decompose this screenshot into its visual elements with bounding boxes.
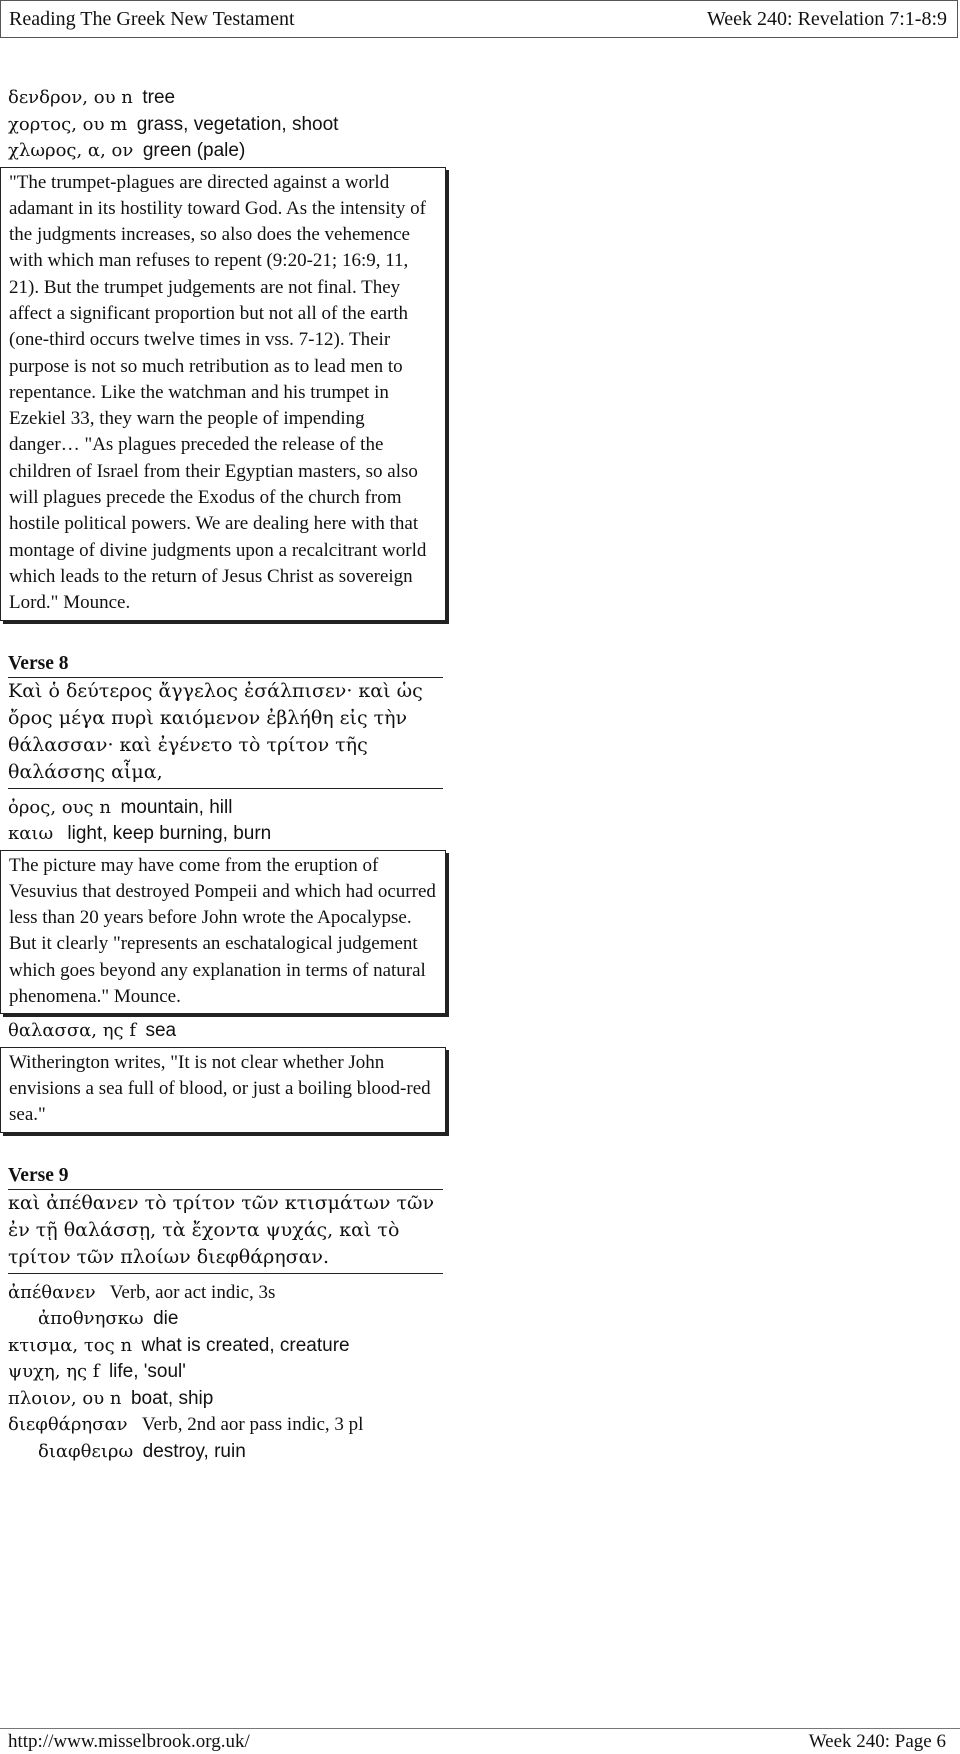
vocab-entry [8,1412,448,1439]
parsing: Verb, aor act indic, 3s [109,1281,276,1303]
greek-word: θαλασσα, ης f [8,1020,136,1042]
greek-word: κτισμα, τος n [8,1334,133,1356]
gloss: mountain, hill [120,796,233,818]
vocab-entry [8,821,448,848]
verse-8-text: Καὶ ὁ δεύτερος ἄγγελος ἐσάλπισεν· καὶ ὡς ὄρος μέγα πυρὶ καιόμενον ἐβλήθη εἰς τὴν θάλασσαν· καὶ ἐγένετο τὸ τρίτον τῆς θαλάσσης αἷμα, [8,678,443,789]
vocab-list [8,795,448,848]
page-footer [0,1728,960,1754]
vocab-entry [8,1439,448,1466]
commentary-note-witherington: Witherington writes, "It is not clear whether John envisions a sea full of blood, or just a boiling blood-red sea." [0,1047,446,1133]
vocab-list [8,1280,448,1466]
parsing: Verb, 2nd aor pass indic, 3 pl [141,1414,364,1436]
vocab-entry [8,112,448,139]
greek-word: ἀποθνησκω [38,1308,144,1330]
greek-word: ἀπέθανεν [8,1281,96,1303]
footer-page-number: Week 240: Page 6 [808,1730,946,1752]
greek-word: διαφθειρω [38,1440,134,1462]
vocab-entry [8,1359,448,1386]
vocab-entry [8,1018,448,1045]
verse-9-heading: Verse 9 [8,1163,443,1190]
vocab-list [8,1018,448,1045]
vocab-entry [8,1306,448,1333]
verse-8-heading: Verse 8 [8,651,443,678]
greek-word: ὀρος, ους n [8,796,111,818]
vocab-entry [8,1386,448,1413]
greek-word: χορτος, ου m [8,113,128,135]
vocab-entry [8,795,448,822]
gloss: what is created, creature [141,1334,350,1356]
vocab-entry [8,85,448,112]
greek-word: χλωρος, α, ον [8,140,134,161]
gloss: life, 'soul' [108,1361,186,1383]
greek-word: δενδρον, ου n [8,87,133,108]
vocab-list [8,85,448,165]
gloss: grass, vegetation, shoot [136,113,339,135]
vocab-entry [8,1280,448,1307]
greek-word: ψυχη, ης f [8,1361,100,1383]
gloss: die [153,1308,179,1330]
gloss: boat, ship [130,1387,214,1409]
footer-url-link[interactable]: http://www.misselbrook.org.uk/ [8,1730,250,1752]
greek-word: καιω [8,823,54,845]
page-content [8,85,448,1465]
greek-word: πλοιον, ου n [8,1387,122,1409]
header-week-reference: Week 240: Revelation 7:1-8:9 [707,7,947,30]
verse-9-text: καὶ ἀπέθανεν τὸ τρίτον τῶν κτισμάτων τῶν ἐν τῇ θαλάσσῃ, τὰ ἔχοντα ψυχάς, καὶ τὸ τρίτον τῶν πλοίων διεφθάρησαν. [8,1190,443,1274]
gloss: light, keep burning, burn [67,823,272,845]
gloss: sea [145,1020,177,1042]
vocab-entry [8,1333,448,1360]
gloss: tree [142,87,176,108]
commentary-note-trumpet-plagues: "The trumpet-plagues are directed against a world adamant in its hostility toward God. As the intensity of the judgments increases, so also does the vehemence with which man refuses to repent (9:20-21; 16:9, 11, 21). But the trumpet judgements are not final. They affect a significant proportion but not all of the earth (one-third occurs twelve times in vss. 7-12). Their purpose is not so much retribution as to lead men to repentance. Like the watchman and his trumpet in Ezekiel 33, they warn the people of impending danger… "As plagues preceded the release of the children of Israel from their Egyptian masters, so also will plagues precede the Exodus of the church from hostile political powers. We are dealing here with that montage of divine judgments upon a recalcitrant world which leads to the return of Jesus Christ as sovereign Lord." Mounce. [0,167,446,621]
commentary-note-vesuvius: The picture may have come from the eruption of Vesuvius that destroyed Pompeii and which had ocurred less than 20 years before John wrote the Apocalypse. But it clearly "represents an eschatalogical judgement which goes beyond any explanation in terms of natural phenomena." Mounce. [0,850,446,1015]
gloss: destroy, ruin [142,1440,246,1462]
page-header [0,0,958,38]
greek-word: διεφθάρησαν [8,1414,128,1436]
header-title: Reading The Greek New Testament [9,7,295,30]
gloss: green (pale) [142,140,246,161]
vocab-entry [8,138,448,165]
